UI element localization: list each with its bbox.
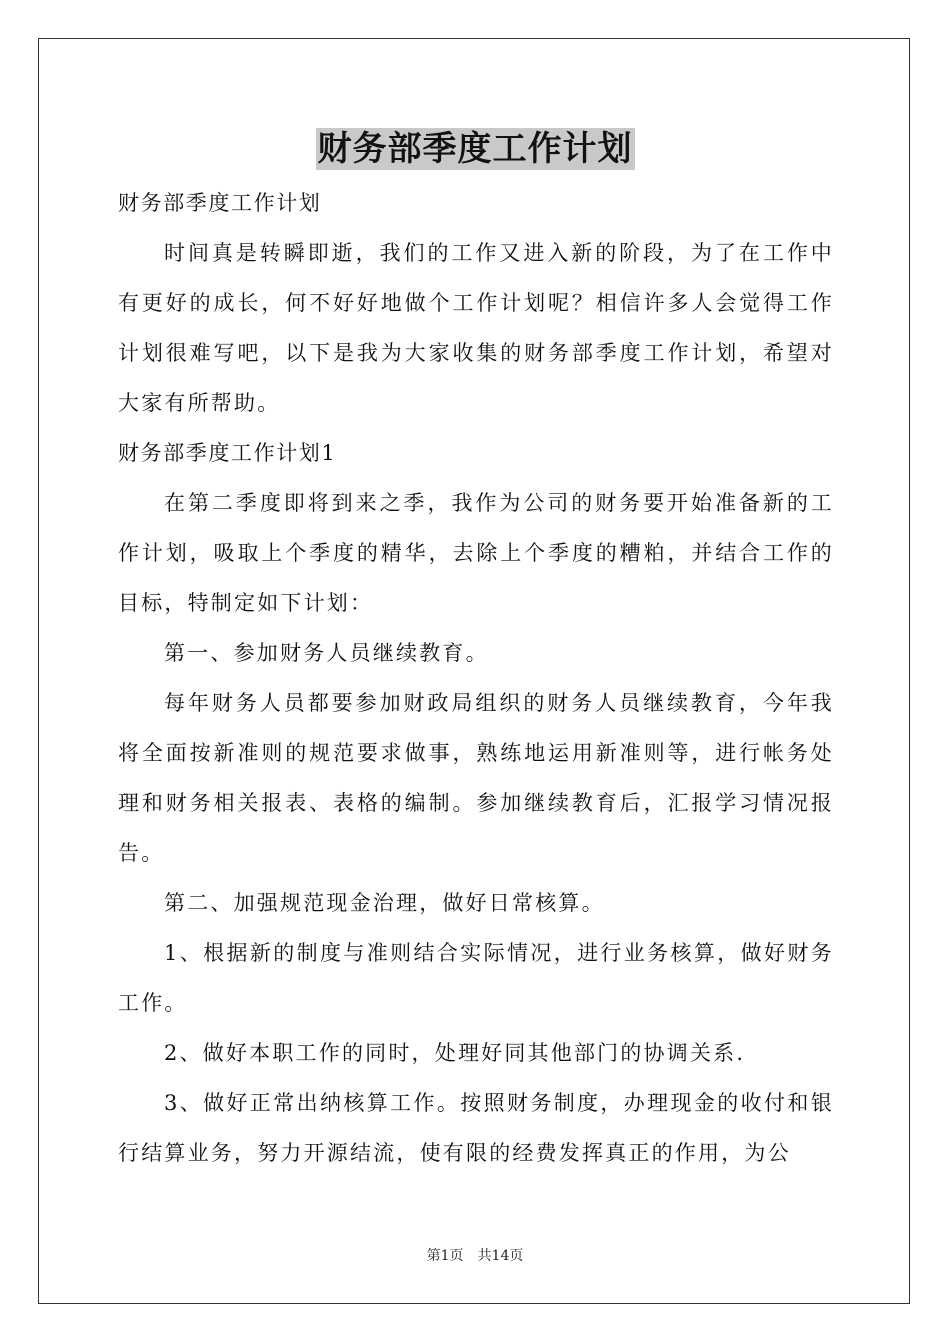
document-title: 财务部季度工作计划 — [317, 129, 633, 169]
body-paragraph: 第一、参加财务人员继续教育。 — [164, 641, 489, 665]
body-paragraph: 时间真是转瞬即逝，我们的工作又进入新的阶段，为了在工作中有更好的成长，何不好好地做个工作计划呢？相信许多人会觉得工作计划很难写吧，以下是我为大家收集的财务部季度工作计划，希望对大家有所帮助。 — [118, 241, 834, 415]
page-number: 第1页 — [426, 1248, 464, 1264]
body-paragraph: 第二、加强规范现金治理，做好日常核算。 — [164, 891, 605, 915]
body-paragraph: 1、根据新的制度与准则结合实际情况，进行业务核算，做好财务工作。 — [118, 941, 834, 1015]
section-heading: 财务部季度工作计划 — [118, 191, 322, 215]
body-paragraph: 2、做好本职工作的同时，处理好同其他部门的协调关系. — [164, 1041, 746, 1065]
document-body — [118, 178, 834, 1178]
title-container — [0, 128, 950, 170]
page-total: 共14页 — [477, 1248, 524, 1264]
section-heading: 财务部季度工作计划1 — [118, 441, 337, 465]
body-paragraph: 每年财务人员都要参加财政局组织的财务人员继续教育，今年我将全面按新准则的规范要求做事，熟练地运用新准则等，进行帐务处理和财务相关报表、表格的编制。参加继续教育后，汇报学习情况报告。 — [118, 691, 834, 865]
body-paragraph: 3、做好正常出纳核算工作。按照财务制度，办理现金的收付和银行结算业务，努力开源结流，使有限的经费发挥真正的作用，为公 — [118, 1091, 834, 1165]
body-paragraph: 在第二季度即将到来之季，我作为公司的财务要开始准备新的工作计划，吸取上个季度的精华，去除上个季度的糟粕，并结合工作的目标，特制定如下计划： — [118, 491, 834, 615]
page-footer — [0, 1245, 950, 1265]
